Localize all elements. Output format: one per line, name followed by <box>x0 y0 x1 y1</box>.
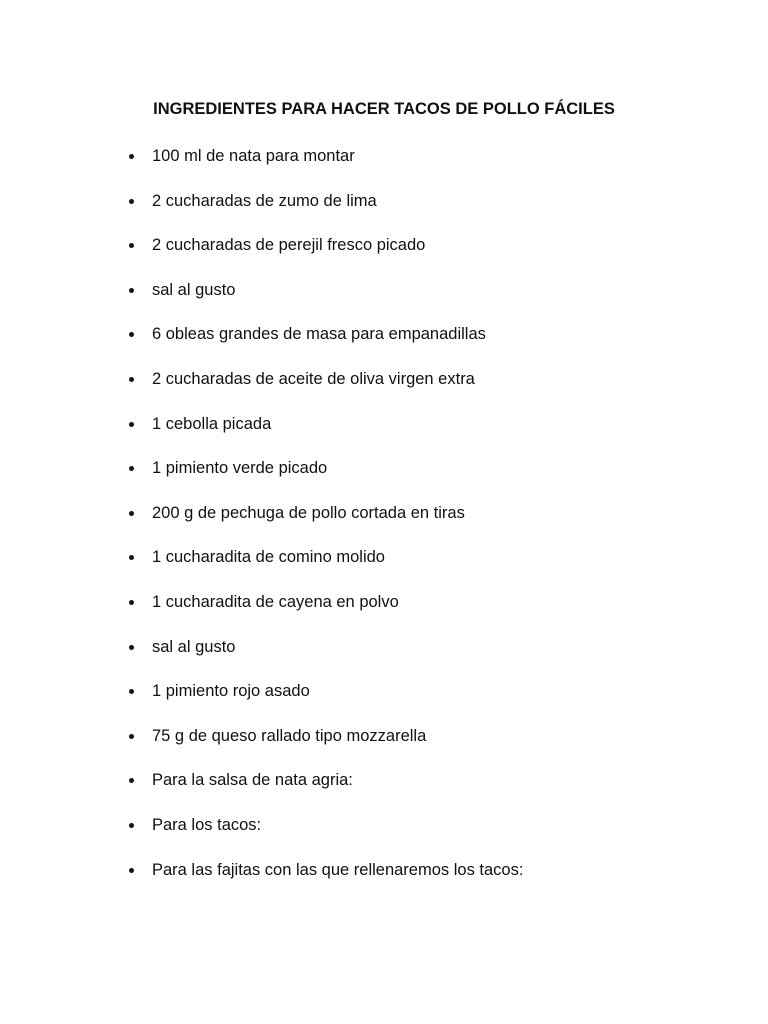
list-item-text: Para la salsa de nata agria: <box>152 771 353 790</box>
list-item-text: 75 g de queso rallado tipo mozzarella <box>152 726 427 745</box>
list-item-text: sal al gusto <box>152 280 236 299</box>
bullet-icon <box>129 466 134 471</box>
list-item-text: Para las fajitas con las que rellenaremos los tacos: <box>152 860 524 879</box>
list-item-text: 2 cucharadas de aceite de oliva virgen extra <box>152 369 475 388</box>
bullet-icon <box>129 778 134 783</box>
bullet-icon <box>129 377 134 382</box>
document-title: INGREDIENTES PARA HACER TACOS DE POLLO FÁCILES <box>153 100 615 118</box>
list-item-text: sal al gusto <box>152 637 236 656</box>
bullet-icon <box>129 154 134 159</box>
bullet-icon <box>129 422 134 427</box>
list-item-text: 2 cucharadas de zumo de lima <box>152 191 377 210</box>
list-item-text: 200 g de pechuga de pollo cortada en tiras <box>152 503 465 522</box>
bullet-icon <box>129 689 134 694</box>
list-item-text: 1 cucharadita de cayena en polvo <box>152 592 399 611</box>
bullet-icon <box>129 288 134 293</box>
list-item-text: 1 pimiento rojo asado <box>152 682 310 701</box>
bullet-icon <box>129 243 134 248</box>
list-item-text: 1 cebolla picada <box>152 414 272 433</box>
bullet-icon <box>129 555 134 560</box>
list-item-text: 2 cucharadas de perejil fresco picado <box>152 236 426 255</box>
bullet-icon <box>129 734 134 739</box>
bullet-icon <box>129 823 134 828</box>
bullet-icon <box>129 511 134 516</box>
list-item-text: 1 pimiento verde picado <box>152 459 328 478</box>
bullet-icon <box>129 600 134 605</box>
list-item-text: Para los tacos: <box>152 815 262 834</box>
bullet-icon <box>129 199 134 204</box>
bullet-icon <box>129 645 134 650</box>
bullet-icon <box>129 868 134 873</box>
list-item-text: 1 cucharadita de comino molido <box>152 548 385 567</box>
list-item-text: 100 ml de nata para montar <box>152 147 355 165</box>
list-item-text: 6 obleas grandes de masa para empanadillas <box>152 325 486 344</box>
bullet-icon <box>129 332 134 337</box>
